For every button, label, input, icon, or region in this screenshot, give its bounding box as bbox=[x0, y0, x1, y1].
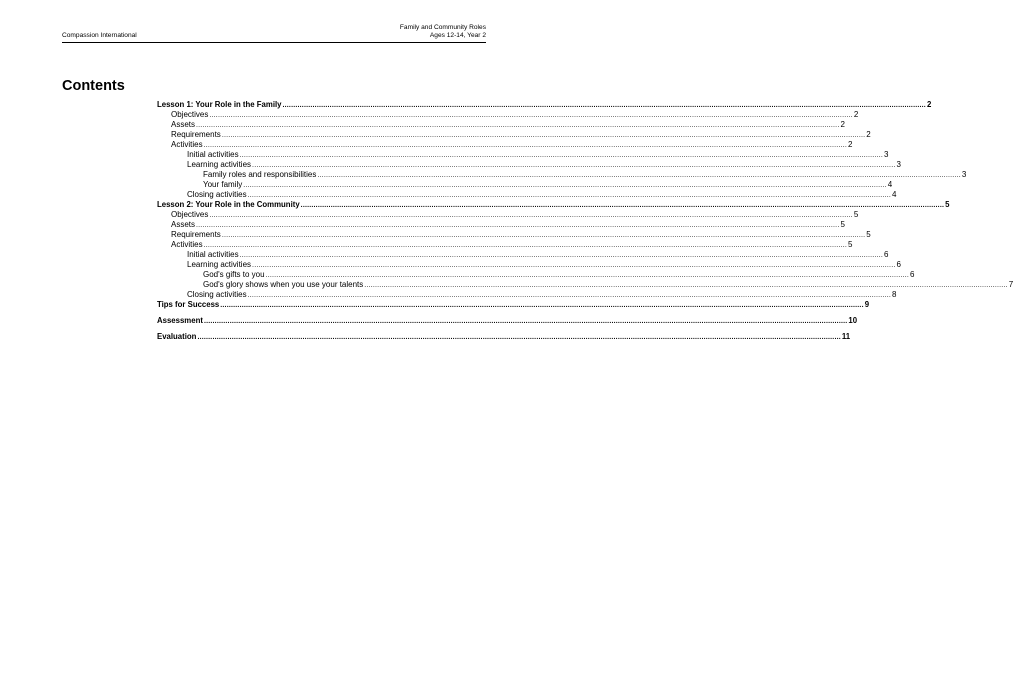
toc-entry-label: God's gifts to you bbox=[203, 270, 265, 279]
toc-entry[interactable] bbox=[157, 230, 871, 240]
toc-leader: ............................................................................................................................................................................................................................................................................................................ bbox=[247, 292, 892, 299]
toc-entry-page: 3 bbox=[961, 170, 967, 179]
toc-entry-page: 7 bbox=[1008, 280, 1013, 289]
toc-entry-label: Activities bbox=[171, 240, 203, 249]
toc-entry[interactable] bbox=[157, 290, 897, 300]
toc-leader: ............................................................................................................................................................................................................................................................................................................ bbox=[203, 242, 848, 249]
toc-entry[interactable] bbox=[157, 300, 870, 310]
toc-entry[interactable] bbox=[157, 130, 871, 140]
toc-entry-label: Assets bbox=[171, 120, 196, 129]
toc-entry-page: 5 bbox=[848, 240, 853, 249]
toc-entry[interactable] bbox=[157, 190, 897, 200]
toc-leader: ............................................................................................................................................................................................................................................................................................................ bbox=[252, 162, 896, 169]
toc-leader: ............................................................................................................................................................................................................................................................................................................ bbox=[364, 282, 1008, 289]
toc-entry-page: 6 bbox=[896, 260, 901, 269]
toc-entry-page: 3 bbox=[896, 160, 901, 169]
toc-entry-page: 2 bbox=[866, 130, 871, 139]
toc-entry[interactable] bbox=[157, 140, 853, 150]
toc-entry-label: Assessment bbox=[157, 316, 203, 325]
toc-entry-label: Closing activities bbox=[187, 190, 247, 199]
toc-leader: ............................................................................................................................................................................................................................................................................................................ bbox=[209, 212, 853, 219]
toc-entry-page: 10 bbox=[848, 316, 858, 325]
table-of-contents bbox=[157, 100, 1013, 342]
toc-entry-page: 5 bbox=[945, 200, 950, 209]
toc-entry-label: Activities bbox=[171, 140, 203, 149]
document-title-line1: Family and Community Roles bbox=[399, 24, 486, 31]
toc-entry[interactable] bbox=[157, 150, 889, 160]
toc-entry-page: 2 bbox=[848, 140, 853, 149]
toc-entry-page: 5 bbox=[853, 210, 859, 219]
toc-leader: ............................................................................................................................................................................................................................................................................................................ bbox=[209, 112, 853, 119]
toc-entry-label: Requirements bbox=[171, 230, 221, 239]
toc-entry-label: Assets bbox=[171, 220, 196, 229]
toc-leader: ............................................................................................................................................................................................................................................................................................................ bbox=[197, 334, 841, 341]
toc-entry[interactable] bbox=[157, 210, 859, 220]
toc-entry[interactable] bbox=[157, 250, 889, 260]
toc-entry-label: Requirements bbox=[171, 130, 221, 139]
toc-entry-label: Lesson 1: Your Role in the Family bbox=[157, 100, 282, 109]
toc-leader: ............................................................................................................................................................................................................................................................................................................ bbox=[203, 318, 848, 325]
document-title-line2: Ages 12-14, Year 2 bbox=[429, 32, 486, 39]
toc-entry-page: 5 bbox=[866, 230, 871, 239]
toc-entry-label: Objectives bbox=[171, 110, 209, 119]
toc-entry-label: Your family bbox=[203, 180, 243, 189]
toc-entry-label: Tips for Success bbox=[157, 300, 220, 309]
organization-name: Compassion International bbox=[62, 32, 137, 39]
toc-entry[interactable] bbox=[157, 332, 851, 342]
toc-leader: ............................................................................................................................................................................................................................................................................................................ bbox=[247, 192, 892, 199]
toc-entry-page: 11 bbox=[841, 332, 851, 341]
toc-entry[interactable] bbox=[157, 170, 967, 180]
toc-entry[interactable] bbox=[157, 160, 901, 170]
page-title: Contents bbox=[62, 78, 125, 94]
toc-entry-page: 5 bbox=[840, 220, 845, 229]
toc-entry[interactable] bbox=[157, 240, 853, 250]
toc-leader: ............................................................................................................................................................................................................................................................................................................ bbox=[239, 152, 884, 159]
toc-entry-label: Closing activities bbox=[187, 290, 247, 299]
toc-entry[interactable] bbox=[157, 260, 901, 270]
toc-entry[interactable] bbox=[157, 100, 932, 110]
toc-leader: ............................................................................................................................................................................................................................................................................................................ bbox=[265, 272, 910, 279]
toc-leader: ............................................................................................................................................................................................................................................................................................................ bbox=[221, 132, 866, 139]
toc-leader: ............................................................................................................................................................................................................................................................................................................ bbox=[196, 222, 840, 229]
toc-leader: ............................................................................................................................................................................................................................................................................................................ bbox=[243, 182, 887, 189]
toc-entry[interactable] bbox=[157, 270, 915, 280]
toc-entry-page: 4 bbox=[892, 190, 897, 199]
toc-entry-label: Learning activities bbox=[187, 260, 252, 269]
toc-entry-page: 2 bbox=[926, 100, 932, 109]
toc-entry-label: Lesson 2: Your Role in the Community bbox=[157, 200, 300, 209]
toc-entry-label: Initial activities bbox=[187, 150, 239, 159]
toc-leader: ............................................................................................................................................................................................................................................................................................................ bbox=[220, 302, 864, 309]
toc-entry-page: 9 bbox=[864, 300, 870, 309]
toc-entry-label: Learning activities bbox=[187, 160, 252, 169]
page-header bbox=[62, 24, 486, 43]
toc-entry-page: 4 bbox=[887, 180, 893, 189]
toc-entry[interactable] bbox=[157, 180, 893, 190]
toc-entry[interactable] bbox=[157, 120, 845, 130]
document-title bbox=[400, 24, 486, 40]
toc-entry-page: 2 bbox=[853, 110, 859, 119]
toc-leader: ............................................................................................................................................................................................................................................................................................................ bbox=[196, 122, 840, 129]
toc-entry-page: 2 bbox=[840, 120, 845, 129]
toc-entry-label: Evaluation bbox=[157, 332, 197, 341]
toc-leader: ............................................................................................................................................................................................................................................................................................................ bbox=[282, 102, 926, 109]
toc-leader: ............................................................................................................................................................................................................................................................................................................ bbox=[300, 202, 945, 209]
toc-leader: ............................................................................................................................................................................................................................................................................................................ bbox=[239, 252, 884, 259]
toc-entry-label: God's glory shows when you use your talents bbox=[203, 280, 364, 289]
toc-leader: ............................................................................................................................................................................................................................................................................................................ bbox=[221, 232, 866, 239]
toc-entry[interactable] bbox=[157, 220, 845, 230]
toc-entry-label: Family roles and responsibilities bbox=[203, 170, 317, 179]
toc-leader: ............................................................................................................................................................................................................................................................................................................ bbox=[252, 262, 896, 269]
toc-entry-page: 3 bbox=[884, 150, 889, 159]
toc-entry[interactable] bbox=[157, 316, 858, 326]
toc-entry-label: Initial activities bbox=[187, 250, 239, 259]
toc-entry-page: 6 bbox=[884, 250, 889, 259]
toc-entry[interactable] bbox=[157, 200, 950, 210]
toc-leader: ............................................................................................................................................................................................................................................................................................................ bbox=[203, 142, 848, 149]
toc-entry[interactable] bbox=[157, 110, 859, 120]
toc-entry-label: Objectives bbox=[171, 210, 209, 219]
toc-entry[interactable] bbox=[157, 280, 1013, 290]
toc-leader: ............................................................................................................................................................................................................................................................................................................ bbox=[317, 172, 961, 179]
toc-entry-page: 6 bbox=[910, 270, 915, 279]
toc-entry-page: 8 bbox=[892, 290, 897, 299]
